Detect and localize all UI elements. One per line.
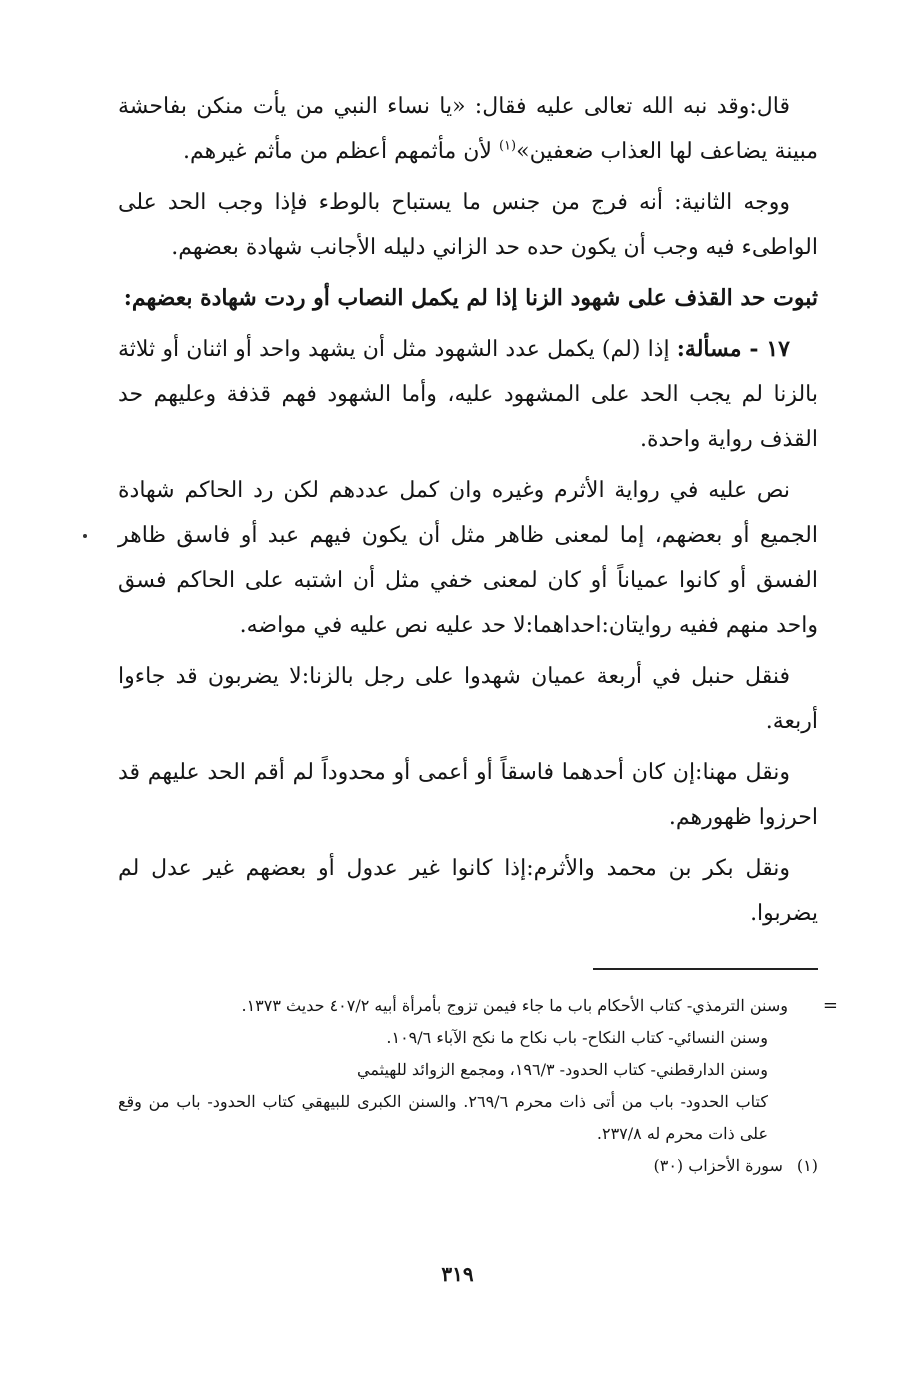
paragraph-1-text: قال:وقد نبه الله تعالى عليه فقال: «يا نساء النبي من يأت منكن بفاحشة مبينة يضاعف لها العذاب ضعفين»: [118, 94, 818, 164]
footnote-line-1: وسنن الترمذي- كتاب الأحكام باب ما جاء فيمن تزوج بأمرأة أبيه ٤٠٧/٢ حديث ١٣٧٣.: [241, 996, 788, 1015]
main-text: [118, 84, 818, 942]
footnote-separator: [593, 968, 818, 970]
footnotes: [118, 990, 838, 1182]
paragraph-3-text: إذا (لم) يكمل عدد الشهود مثل أن يشهد واحد أو اثنان أو ثلاثة بالزنا لم يجب الحد على المشهود عليه، وأما الشهود فهم قذفة وعليهم حد القذف رواية واحدة.: [118, 337, 818, 452]
footnote-1-text: سورة الأحزاب (٣٠): [653, 1156, 783, 1175]
paragraph-6: ونقل مهنا:إن كان أحدهما فاسقاً أو أعمى أو محدوداً لم أقم الحد عليهم قد احرزوا ظهورهم.: [118, 760, 818, 830]
continuation-marker: =: [822, 995, 838, 1016]
paragraph-4: نص عليه في رواية الأثرم وغيره وان كمل عددهم لكن رد الحاكم شهادة الجميع أو بعضهم، إما لمعنى ظاهر مثل أن يكون فيهم عبد أو فاسق ظاهر الفسق أو كانوا عمياناً أو كان لمعنى خفي مثل أن اشتبه على الحاكم فسق واحد منهم ففيه روايتان:احداهما:لا حد عليه نص عليه في مواضه.: [118, 478, 818, 638]
footnote-1: [118, 1150, 818, 1182]
footnote-line-4: كتاب الحدود- باب من أتى ذات محرم ٢٦٩/٦. والسنن الكبرى للبيهقي كتاب الحدود- باب من وقع على ذات محرم له ٢٣٧/٨.: [118, 1092, 768, 1143]
page-number: ٣١٩: [441, 1262, 474, 1286]
paragraph-1-end: لأن مأثمهم أعظم من مأثم غيرهم.: [182, 139, 499, 164]
footnote-line-2: وسنن النسائي- كتاب النكاح- باب نكاح ما نكح الآباء ١٠٩/٦.: [386, 1028, 768, 1047]
paragraph-7: ونقل بكر بن محمد والأثرم:إذا كانوا غير عدول أو بعضهم غير عدل لم يضربوا.: [118, 856, 818, 926]
issue-number: ١٧ - مسألة:: [676, 336, 790, 362]
footnote-number: (١): [796, 1156, 818, 1175]
margin-speck: [83, 534, 87, 538]
paragraph-5: فنقل حنبل في أربعة عميان شهدوا على رجل بالزنا:لا يضربون قد جاءوا أربعة.: [118, 664, 818, 734]
footnote-line-3: وسنن الدارقطني- كتاب الحدود- ١٩٦/٣، ومجمع الزوائد للهيثمي: [357, 1060, 768, 1079]
section-heading: ثبوت حد القذف على شهود الزنا إذا لم يكمل النصاب أو ردت شهادة بعضهم:: [123, 285, 818, 311]
footnote-reference: (١): [498, 138, 517, 154]
paragraph-2: ووجه الثانية: أنه فرج من جنس ما يستباح بالوطء فإذا وجب الحد على الواطىء فيه وجب أن يكون حده حد الزاني دليله الأجانب شهادة بعضهم.: [118, 190, 818, 260]
paragraph-3: [118, 327, 818, 462]
paragraph-1: [118, 84, 818, 174]
